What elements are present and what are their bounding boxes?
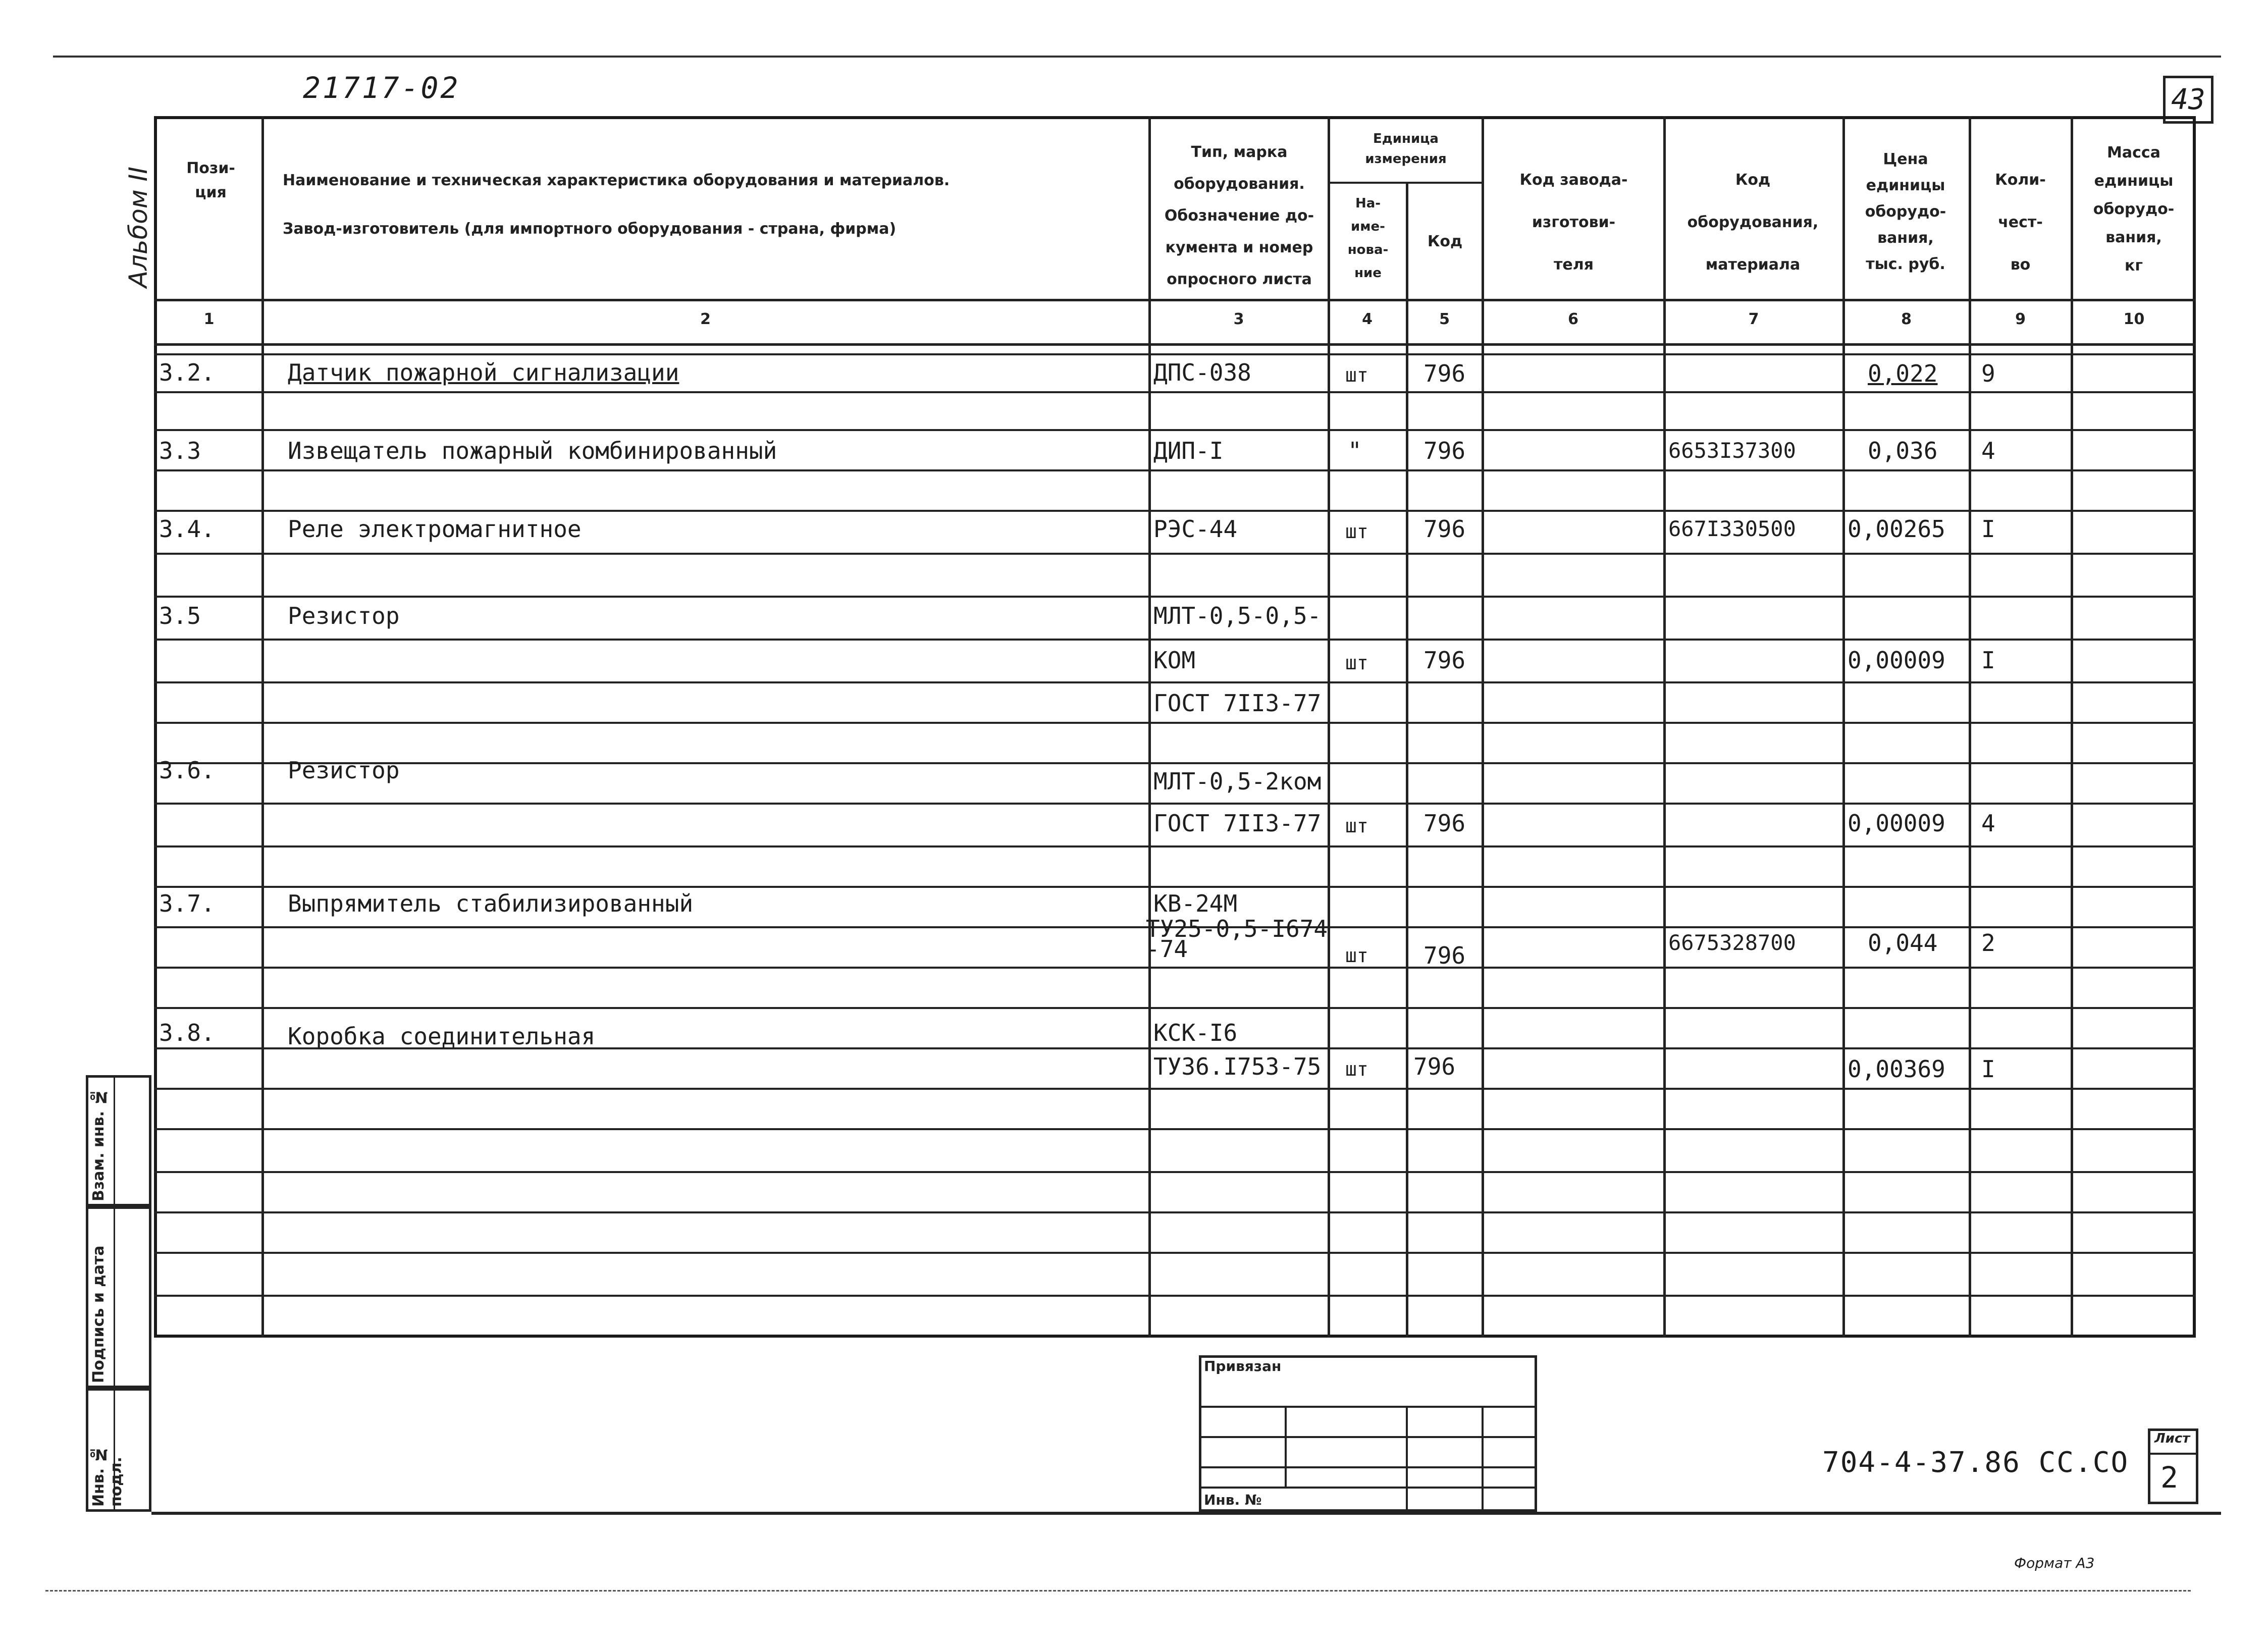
header-position: Пози- ция xyxy=(186,160,235,201)
table-row-3-5b-type: КОМ xyxy=(1153,647,1196,674)
page-number-box: 43 xyxy=(2163,76,2213,124)
table-row-3-5b-price: 0,00009 xyxy=(1848,647,1945,674)
row-line xyxy=(154,681,2196,683)
table-row-3-8b-unit: шт xyxy=(1345,1058,1368,1080)
unit-group-line xyxy=(1328,182,1482,184)
designation: 704-4-37.86 СС.СО xyxy=(1822,1446,2129,1479)
sheet-label: Лист xyxy=(2154,1431,2190,1446)
colnum-bottom-line xyxy=(154,343,2196,346)
table-row-3-5b-qty: I xyxy=(1981,647,1995,674)
table-row-3-4-qty: I xyxy=(1981,515,1995,543)
table-row-3-8b-type: ТУ36.I753-75 xyxy=(1153,1053,1322,1080)
row-line xyxy=(154,429,2196,431)
table-row-3-2-name: Датчик пожарной сигнализации xyxy=(288,359,679,386)
table-row-3-4-price: 0,00265 xyxy=(1848,515,1945,543)
album-label: Альбом II xyxy=(124,167,153,288)
colnum-6: 6 xyxy=(1568,310,1578,328)
table-row-3-2-price: 0,022 xyxy=(1868,360,1938,387)
row-line xyxy=(154,469,2196,471)
header-quantity: Коли- чест- во xyxy=(1995,171,2046,274)
table-row-3-7-name: Выпрямитель стабилизированный xyxy=(288,890,694,917)
table-row-3-3-code: 796 xyxy=(1423,437,1466,464)
table-row-3-4-name: Реле электромагнитное xyxy=(288,515,582,543)
row-line xyxy=(154,1252,2196,1254)
table-row-3-2-unit: шт xyxy=(1345,364,1368,386)
table-row-3-4-pos: 3.4. xyxy=(159,515,215,543)
privyazan-vline xyxy=(1285,1406,1287,1487)
header-unit-group: Единица измерения xyxy=(1365,131,1447,167)
table-row-3-8b-price: 0,00369 xyxy=(1848,1055,1945,1083)
row-line xyxy=(154,1088,2196,1090)
colnum-3: 3 xyxy=(1233,310,1244,328)
table-row-3-5-pos: 3.5 xyxy=(159,602,201,629)
table-row-3-3-price: 0,036 xyxy=(1868,437,1938,464)
table-row-3-7b-price: 0,044 xyxy=(1868,929,1938,957)
privyazan-line xyxy=(1199,1436,1537,1438)
row-line xyxy=(154,391,2196,393)
header-mass: Масса единицы оборудо- вания, кг xyxy=(2093,144,2175,275)
row-line xyxy=(154,1128,2196,1130)
outer-top-line xyxy=(53,56,2221,58)
table-row-3-6-type: МЛТ-0,5-2ком xyxy=(1153,768,1322,795)
table-row-3-6-pos: 3.6. xyxy=(159,757,215,784)
row-line xyxy=(154,845,2196,847)
colnum-5: 5 xyxy=(1439,310,1450,328)
side-stamp-podpis-label: Подпись и дата xyxy=(90,1245,108,1383)
table-row-3-2-type: ДПС-038 xyxy=(1153,359,1251,386)
format-note: Формат А3 xyxy=(2014,1555,2095,1571)
colnum-1: 1 xyxy=(203,310,215,328)
row-line xyxy=(154,762,2196,764)
side-stamp-vzam-label: Взам. инв. № xyxy=(90,1088,108,1201)
header-name: Наименование и техническая характеристика оборудования и материалов. Завод-изготовитель (для импортного оборудования - страна, фирма) xyxy=(283,172,950,238)
table-row-3-5b-code: 796 xyxy=(1423,647,1466,674)
header-bottom-line xyxy=(154,299,2196,301)
table-row-3-4-code: 796 xyxy=(1423,515,1466,543)
header-type: Тип, марка оборудования. Обозначение до- кумента и номер опросного листа xyxy=(1164,143,1314,288)
row-line xyxy=(154,353,2196,355)
sheet-number: 2 xyxy=(2160,1460,2178,1495)
table-row-3-7-type: КВ-24М xyxy=(1153,890,1238,917)
table-row-3-2-pos: 3.2. xyxy=(159,359,215,386)
privyazan-line xyxy=(1199,1487,1537,1489)
sheet-line xyxy=(2148,1453,2198,1455)
bottom-cut-line xyxy=(45,1590,2191,1592)
table-row-3-7b-equip: 6675328700 xyxy=(1668,930,1796,955)
table-row-3-6b-code: 796 xyxy=(1423,810,1466,837)
table-row-3-4-unit: шт xyxy=(1345,520,1368,543)
table-row-3-4-type: РЭС-44 xyxy=(1153,515,1238,543)
header-unit-name: На- име- нова- ние xyxy=(1347,196,1389,281)
table-row-3-7b-qty: 2 xyxy=(1981,929,1995,957)
row-line xyxy=(154,967,2196,969)
table-row-3-8b-qty: I xyxy=(1981,1055,1995,1083)
stamp-area-line xyxy=(151,1512,2221,1515)
table-row-3-8-name: Коробка соединительная xyxy=(288,1023,596,1050)
table-row-3-2-qty: 9 xyxy=(1981,360,1995,387)
table-row-3-6b-qty: 4 xyxy=(1981,810,1995,837)
row-line xyxy=(154,722,2196,724)
header-mfr-code: Код завода- изготови- теля xyxy=(1519,171,1628,274)
row-line xyxy=(154,1295,2196,1297)
table-row-3-6-name: Резистор xyxy=(288,757,400,784)
table-row-3-8b-code: 796 xyxy=(1413,1053,1456,1080)
table-row-3-3-equip: 6653I37300 xyxy=(1668,438,1796,463)
colnum-10: 10 xyxy=(2123,310,2145,328)
table-row-3-5b-unit: шт xyxy=(1345,652,1368,674)
table-row-3-7b-code: 796 xyxy=(1423,942,1466,969)
header-equip-code: Код оборудования, материала xyxy=(1687,171,1819,274)
privyazan-label: Привязан xyxy=(1204,1358,1282,1374)
side-stamp-divider xyxy=(114,1075,115,1512)
privyazan-line xyxy=(1199,1466,1537,1468)
table-row-3-8-type: КСК-I6 xyxy=(1153,1019,1238,1046)
row-line xyxy=(154,596,2196,598)
table-row-3-3-name: Извещатель пожарный комбинированный xyxy=(288,437,777,464)
colnum-9: 9 xyxy=(2015,310,2026,328)
privyazan-vline xyxy=(1482,1406,1484,1512)
table-row-3-3-type: ДИП-I xyxy=(1153,437,1224,464)
row-line xyxy=(154,1171,2196,1173)
table-row-3-3-pos: 3.3 xyxy=(159,437,201,464)
colnum-4: 4 xyxy=(1362,310,1373,328)
table-row-3-7b-type: ТУ25-0,5-I674 -74 xyxy=(1146,915,1328,963)
row-line xyxy=(154,1007,2196,1009)
side-stamp-inv-label: Инв. № подл. xyxy=(90,1445,125,1507)
row-line xyxy=(154,553,2196,555)
document-number: 21717-02 xyxy=(303,71,460,105)
table-row-3-6b-price: 0,00009 xyxy=(1848,810,1945,837)
table-row-3-6b-type: ГОСТ 7II3-77 xyxy=(1153,810,1322,837)
header-unit-code: Код xyxy=(1427,233,1463,250)
privyazan-line xyxy=(1199,1406,1537,1408)
row-line xyxy=(154,1211,2196,1213)
table-row-3-8-pos: 3.8. xyxy=(159,1019,215,1046)
colnum-2: 2 xyxy=(700,310,711,328)
table-row-3-5-name: Резистор xyxy=(288,602,400,629)
table-row-3-4-equip: 667I330500 xyxy=(1668,516,1796,541)
row-line xyxy=(154,639,2196,641)
table-row-3-5c-type: ГОСТ 7II3-77 xyxy=(1153,690,1322,717)
colnum-7: 7 xyxy=(1748,310,1759,328)
table-row-3-7b-unit: шт xyxy=(1345,944,1368,967)
header-price: Цена единицы оборудо- вания, тыс. руб. xyxy=(1865,150,1946,273)
table-row-3-2-code: 796 xyxy=(1423,360,1466,387)
row-line xyxy=(154,886,2196,888)
privyazan-vline xyxy=(1406,1406,1408,1512)
table-row-3-3-unit: " xyxy=(1348,437,1362,464)
table-row-3-7-pos: 3.7. xyxy=(159,890,215,917)
colnum-8: 8 xyxy=(1901,310,1912,328)
row-line xyxy=(154,803,2196,805)
inv-number-label: Инв. № xyxy=(1204,1492,1262,1508)
table-row-3-6b-unit: шт xyxy=(1345,815,1368,837)
table-row-3-3-qty: 4 xyxy=(1981,437,1995,464)
table-row-3-5-type: МЛТ-0,5-0,5- xyxy=(1153,602,1322,629)
row-line xyxy=(154,510,2196,512)
